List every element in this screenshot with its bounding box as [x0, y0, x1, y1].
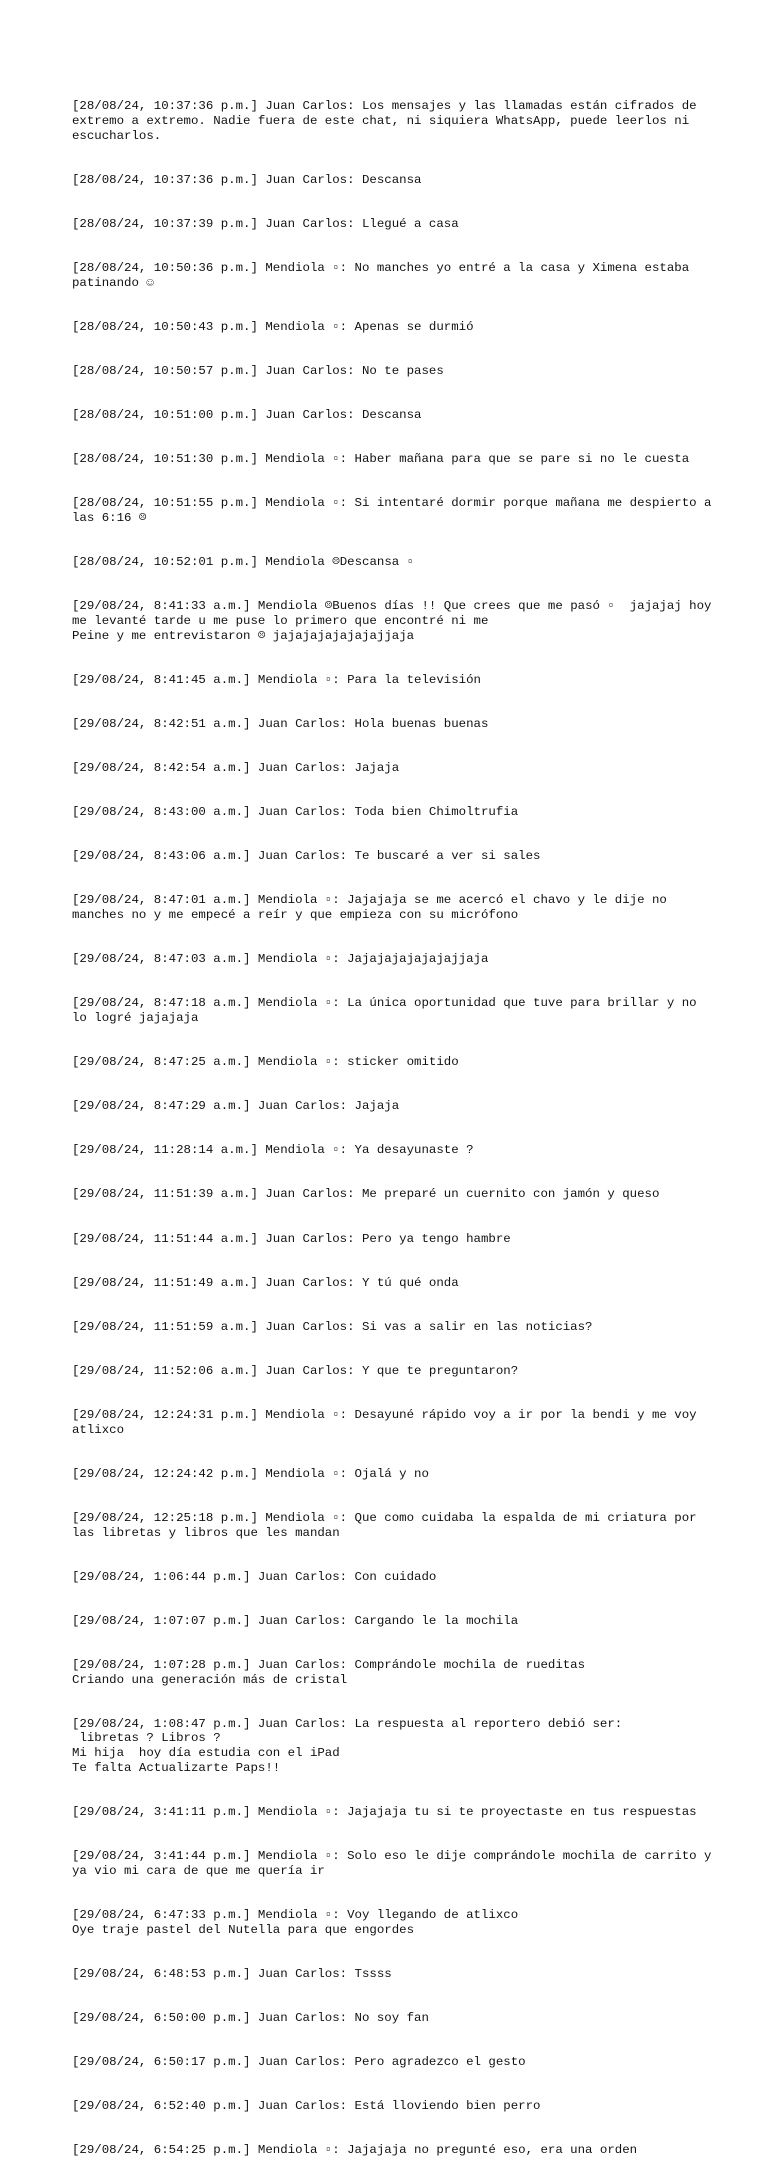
- message-line: [29/08/24, 11:52:06 a.m.] Juan Carlos: Y que te preguntaron?: [72, 1363, 519, 1378]
- message-line: [29/08/24, 11:51:44 a.m.] Juan Carlos: Pero ya tengo hambre: [72, 1231, 511, 1246]
- chat-transcript: [72, 70, 719, 2173]
- message-line: [28/08/24, 10:37:36 p.m.] Juan Carlos: Descansa: [72, 172, 422, 187]
- message-line: [29/08/24, 8:47:29 a.m.] Juan Carlos: Jajaja: [72, 1099, 400, 1114]
- message-line: [28/08/24, 10:52:01 p.m.] Mendiola ☹Descansa ▫: [72, 555, 415, 570]
- message-line: [28/08/24, 10:50:36 p.m.] Mendiola ▫: No manches yo entré a la casa y Ximena estaba patinando ☺: [72, 261, 697, 290]
- message-line: [29/08/24, 11:51:59 a.m.] Juan Carlos: Si vas a salir en las noticias?: [72, 1319, 593, 1334]
- message-line: [29/08/24, 6:50:00 p.m.] Juan Carlos: No soy fan: [72, 2010, 429, 2025]
- message-line: [28/08/24, 10:51:00 p.m.] Juan Carlos: Descansa: [72, 408, 422, 423]
- message-line: [29/08/24, 11:51:49 a.m.] Juan Carlos: Y tú qué onda: [72, 1275, 459, 1290]
- message-line: [28/08/24, 10:50:57 p.m.] Juan Carlos: No te pases: [72, 364, 444, 379]
- message-line: [29/08/24, 8:47:01 a.m.] Mendiola ▫: Jajajaja se me acercó el chavo y le dije no manches no y me empecé a reír y que empieza con su micrófono: [72, 893, 675, 923]
- message-line: [29/08/24, 8:47:25 a.m.] Mendiola ▫: sticker omitido: [72, 1055, 459, 1070]
- message-line: [29/08/24, 8:41:33 a.m.] Mendiola ☹Buenos días !! Que crees que me pasó ▫ jajajaj hoy me levanté tarde u me puse lo primero que encontré ni me Peine y me entrevistaron ☹ jajajajajajajajjaja: [72, 599, 712, 643]
- message-line: [29/08/24, 3:41:11 p.m.] Mendiola ▫: Jajajaja tu si te proyectaste en tus respuestas: [72, 1804, 697, 1819]
- message-line: [29/08/24, 1:08:47 p.m.] Juan Carlos: La respuesta al reportero debió ser: libretas ? Libros ? Mi hija hoy día estudia con el iPad Te falta Actualizarte Paps!!: [72, 1716, 623, 1775]
- message-line: [29/08/24, 1:07:07 p.m.] Juan Carlos: Cargando le la mochila: [72, 1613, 519, 1628]
- message-line: [28/08/24, 10:37:36 p.m.] Juan Carlos: Los mensajes y las llamadas están cifrados de extremo a extremo. Nadie fuera de este chat, ni siquiera WhatsApp, puede leerlos ni escucharlos.: [72, 99, 705, 143]
- message-line: [29/08/24, 11:28:14 a.m.] Mendiola ▫: Ya desayunaste ?: [72, 1143, 474, 1158]
- message-line: [28/08/24, 10:50:43 p.m.] Mendiola ▫: Apenas se durmió: [72, 319, 474, 334]
- message-line: [29/08/24, 12:25:18 p.m.] Mendiola ▫: Que como cuidaba la espalda de mi criatura por las libretas y libros que les mandan: [72, 1510, 705, 1540]
- message-line: [29/08/24, 8:42:51 a.m.] Juan Carlos: Hola buenas buenas: [72, 716, 489, 731]
- message-line: [29/08/24, 11:51:39 a.m.] Juan Carlos: Me preparé un cuernito con jamón y queso: [72, 1187, 660, 1202]
- message-line: [29/08/24, 8:42:54 a.m.] Juan Carlos: Jajaja: [72, 761, 400, 776]
- message-line: [29/08/24, 8:47:18 a.m.] Mendiola ▫: La única oportunidad que tuve para brillar y no lo logré jajajaja: [72, 996, 705, 1025]
- message-line: [29/08/24, 6:47:33 p.m.] Mendiola ▫: Voy llegando de atlixco Oye traje pastel del Nutella para que engordes: [72, 1907, 519, 1937]
- message-line: [29/08/24, 3:41:44 p.m.] Mendiola ▫: Solo eso le dije comprándole mochila de carrito y ya vio mi cara de que me quería ir: [72, 1849, 719, 1878]
- message-line: [29/08/24, 12:24:31 p.m.] Mendiola ▫: Desayuné rápido voy a ir por la bendi y me voy atlixco: [72, 1407, 705, 1437]
- message-line: [29/08/24, 8:47:03 a.m.] Mendiola ▫: Jajajajajajajajjaja: [72, 952, 489, 967]
- message-line: [28/08/24, 10:37:39 p.m.] Juan Carlos: Llegué a casa: [72, 217, 459, 232]
- message-line: [29/08/24, 6:52:40 p.m.] Juan Carlos: Está lloviendo bien perro: [72, 2099, 541, 2114]
- message-line: [29/08/24, 12:24:42 p.m.] Mendiola ▫: Ojalá y no: [72, 1466, 429, 1481]
- message-line: [29/08/24, 6:50:17 p.m.] Juan Carlos: Pero agradezco el gesto: [72, 2054, 526, 2069]
- message-line: [29/08/24, 8:41:45 a.m.] Mendiola ▫: Para la televisión: [72, 672, 481, 687]
- message-line: [29/08/24, 8:43:06 a.m.] Juan Carlos: Te buscaré a ver si sales: [72, 849, 541, 864]
- message-line: [29/08/24, 8:43:00 a.m.] Juan Carlos: Toda bien Chimoltrufia: [72, 805, 519, 820]
- message-line: [29/08/24, 1:07:28 p.m.] Juan Carlos: Comprándole mochila de rueditas Criando una generación más de cristal: [72, 1657, 586, 1687]
- message-line: [28/08/24, 10:51:30 p.m.] Mendiola ▫: Haber mañana para que se pare si no le cuesta: [72, 452, 690, 467]
- message-line: [28/08/24, 10:51:55 p.m.] Mendiola ▫: Si intentaré dormir porque mañana me despierto a las 6:16 ☹: [72, 496, 719, 526]
- message-line: [29/08/24, 1:06:44 p.m.] Juan Carlos: Con cuidado: [72, 1569, 437, 1584]
- message-line: [29/08/24, 6:54:25 p.m.] Mendiola ▫: Jajajaja no pregunté eso, era una orden: [72, 2143, 638, 2158]
- message-line: [29/08/24, 6:48:53 p.m.] Juan Carlos: Tssss: [72, 1966, 392, 1981]
